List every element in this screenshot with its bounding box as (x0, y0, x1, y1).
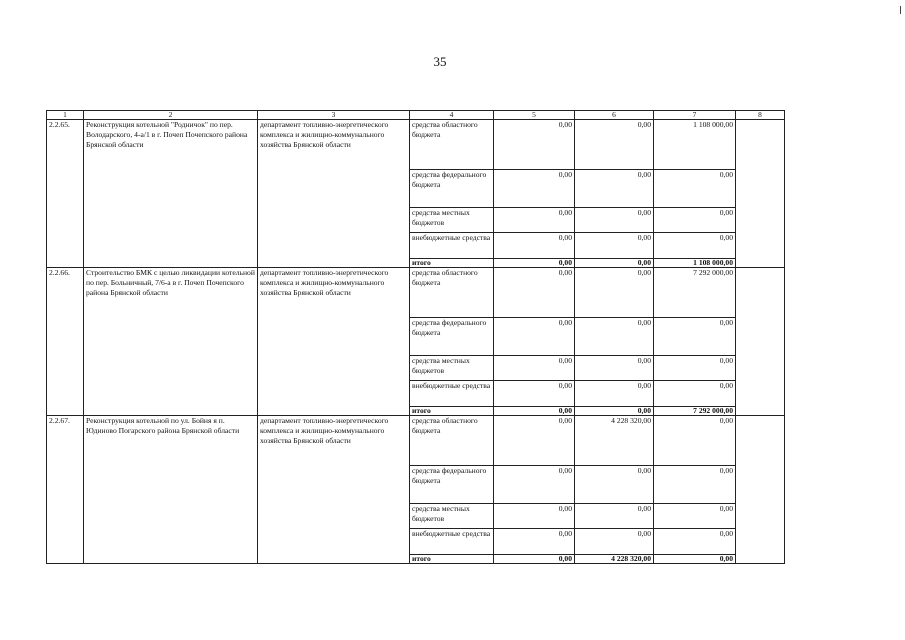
total-col6: 0,00 (575, 407, 654, 416)
amount-col7: 0,00 (654, 233, 736, 259)
entry-code: 2.2.65. (47, 120, 84, 268)
amount-col7: 7 292 000,00 (654, 268, 736, 318)
amount-col7: 1 108 000,00 (654, 120, 736, 170)
total-col7: 7 292 000,00 (654, 407, 736, 416)
funding-source: средства федерального бюджета (410, 466, 494, 504)
funding-table (46, 110, 785, 564)
column-number-row (47, 111, 785, 120)
total-label: итого (410, 555, 494, 564)
funding-source: внебюджетные средства (410, 233, 494, 259)
column-8-cell (736, 268, 785, 416)
edge-mark (900, 6, 901, 14)
funding-source: внебюджетные средства (410, 381, 494, 407)
entry-code: 2.2.66. (47, 268, 84, 416)
column-8-cell (736, 120, 785, 268)
table-row (47, 120, 785, 170)
amount-col5: 0,00 (494, 318, 575, 356)
amount-col6: 4 228 320,00 (575, 416, 654, 466)
amount-col6: 0,00 (575, 120, 654, 170)
entry-code: 2.2.67. (47, 416, 84, 564)
column-number: 8 (736, 111, 785, 120)
amount-col6: 0,00 (575, 466, 654, 504)
total-col7: 1 108 000,00 (654, 259, 736, 268)
amount-col7: 0,00 (654, 208, 736, 233)
column-number: 7 (654, 111, 736, 120)
amount-col7: 0,00 (654, 356, 736, 381)
column-number: 5 (494, 111, 575, 120)
funding-source: средства местных бюджетов (410, 356, 494, 381)
amount-col5: 0,00 (494, 529, 575, 555)
entry-name: Строительство БМК с целью ликвидации котельной по пер. Больничный, 7/6-а в г. Почеп Почепского района Брянской области (84, 268, 258, 416)
total-col6: 0,00 (575, 259, 654, 268)
column-8-cell (736, 416, 785, 564)
column-number: 3 (258, 111, 410, 120)
total-label: итого (410, 259, 494, 268)
amount-col7: 0,00 (654, 504, 736, 529)
table-row (47, 416, 785, 466)
total-col5: 0,00 (494, 259, 575, 268)
funding-source: средства федерального бюджета (410, 318, 494, 356)
funding-source: средства областного бюджета (410, 268, 494, 318)
amount-col5: 0,00 (494, 208, 575, 233)
amount-col6: 0,00 (575, 233, 654, 259)
funding-source: средства областного бюджета (410, 416, 494, 466)
total-col5: 0,00 (494, 555, 575, 564)
amount-col5: 0,00 (494, 381, 575, 407)
amount-col5: 0,00 (494, 504, 575, 529)
funding-source: средства местных бюджетов (410, 208, 494, 233)
total-label: итого (410, 407, 494, 416)
amount-col7: 0,00 (654, 318, 736, 356)
entry-name: Реконструкция котельной "Родничок" по пер. Володарского, 4-а/1 в г. Почеп Почепского района Брянской области (84, 120, 258, 268)
entry-executor: департамент топливно-энергетического комплекса и жилищно-коммунального хозяйства Брянской области (258, 120, 410, 268)
amount-col6: 0,00 (575, 504, 654, 529)
amount-col5: 0,00 (494, 120, 575, 170)
amount-col6: 0,00 (575, 318, 654, 356)
amount-col7: 0,00 (654, 381, 736, 407)
funding-table-body (47, 111, 785, 564)
amount-col5: 0,00 (494, 233, 575, 259)
amount-col5: 0,00 (494, 356, 575, 381)
amount-col6: 0,00 (575, 170, 654, 208)
entry-name: Реконструкция котельной по ул. Бойня я п. Юдиново Погарского района Брянской области (84, 416, 258, 564)
amount-col7: 0,00 (654, 170, 736, 208)
amount-col7: 0,00 (654, 416, 736, 466)
page-number: 35 (433, 54, 447, 69)
amount-col5: 0,00 (494, 466, 575, 504)
funding-source: внебюджетные средства (410, 529, 494, 555)
amount-col5: 0,00 (494, 170, 575, 208)
column-number: 1 (47, 111, 84, 120)
amount-col5: 0,00 (494, 416, 575, 466)
column-number: 4 (410, 111, 494, 120)
amount-col6: 0,00 (575, 356, 654, 381)
entry-executor: департамент топливно-энергетического комплекса и жилищно-коммунального хозяйства Брянской области (258, 416, 410, 564)
amount-col5: 0,00 (494, 268, 575, 318)
column-number: 2 (84, 111, 258, 120)
total-col6: 4 228 320,00 (575, 555, 654, 564)
funding-source: средства федерального бюджета (410, 170, 494, 208)
amount-col6: 0,00 (575, 268, 654, 318)
column-number: 6 (575, 111, 654, 120)
funding-source: средства местных бюджетов (410, 504, 494, 529)
amount-col7: 0,00 (654, 529, 736, 555)
amount-col6: 0,00 (575, 208, 654, 233)
funding-source: средства областного бюджета (410, 120, 494, 170)
amount-col6: 0,00 (575, 381, 654, 407)
entry-executor: департамент топливно-энергетического комплекса и жилищно-коммунального хозяйства Брянской области (258, 268, 410, 416)
amount-col6: 0,00 (575, 529, 654, 555)
total-col7: 0,00 (654, 555, 736, 564)
total-col5: 0,00 (494, 407, 575, 416)
amount-col7: 0,00 (654, 466, 736, 504)
table-row (47, 268, 785, 318)
